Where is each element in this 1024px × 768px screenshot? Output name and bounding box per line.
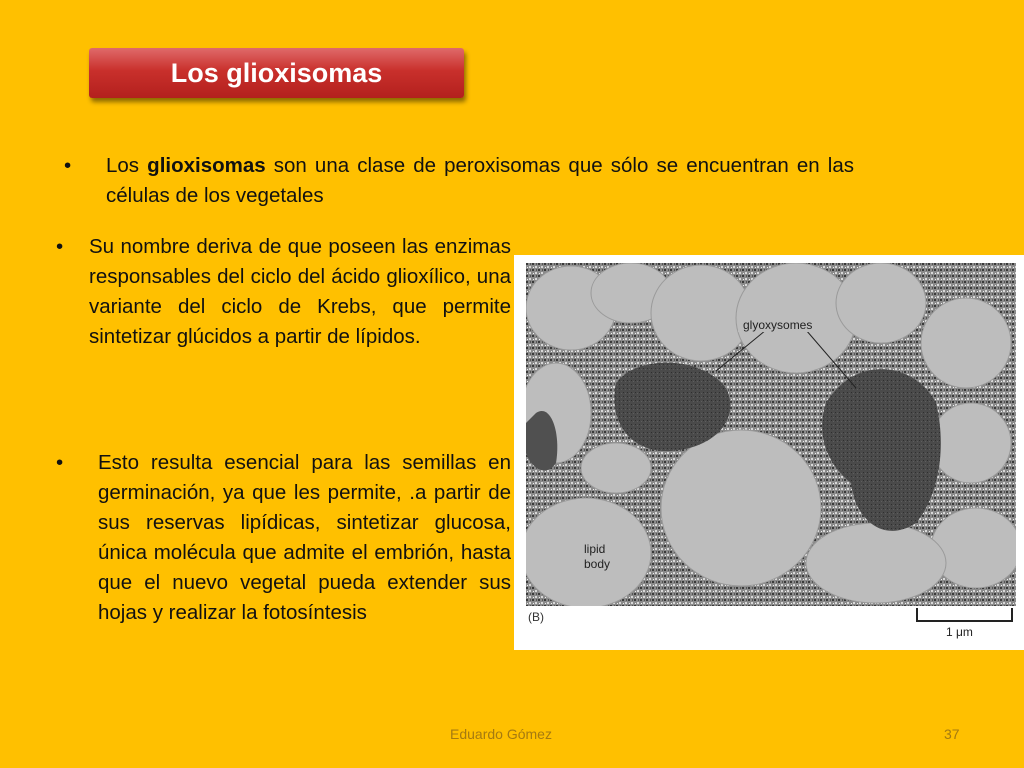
micrograph-figure [514,255,1024,650]
bullet-symbol: • [56,451,64,474]
micrograph-image [526,263,1016,606]
lipid-label: lipid [584,542,606,556]
panel-label: (B) [528,610,544,624]
title-banner [89,48,464,98]
bullet-text: Esto resulta esencial para las semillas en germinación, ya que les permite, .a partir de sus reservas lipídicas, sintetizar glucosa, única molécula que admite el embrión, hasta que el nuevo vegetal pueda extender sus hojas y realizar la fotosíntesis [98,451,511,624]
scale-label: 1 μm [946,625,973,639]
page-title: Los glioxisomas [170,57,383,88]
bullet-text: Su nombre deriva de que poseen las enzimas responsables del ciclo del ácido glioxílico, una variante del ciclo de Krebs, que permite sintetizar glúcidos a partir de lípidos. [89,235,511,348]
scale-bar [916,608,1013,622]
bullet-text-post: son una clase de peroxisomas que sólo se encuentran en las células de los vegetales [106,154,855,207]
glyoxysomes-label: glyoxysomes [743,318,813,332]
footer-author: Eduardo Gómez [450,726,552,742]
bullet-symbol: • [64,154,72,177]
bullet-text-bold: glioxisomas [147,154,266,177]
bullet-item-3 [56,448,511,628]
bullet-text-pre: Los [106,154,148,177]
body-label: body [584,557,611,571]
bullet-text [106,151,854,211]
bullet-symbol: • [56,235,64,258]
bullet-item-1 [64,151,854,211]
bullet-item-2 [56,232,511,352]
page-number: 37 [944,726,960,742]
